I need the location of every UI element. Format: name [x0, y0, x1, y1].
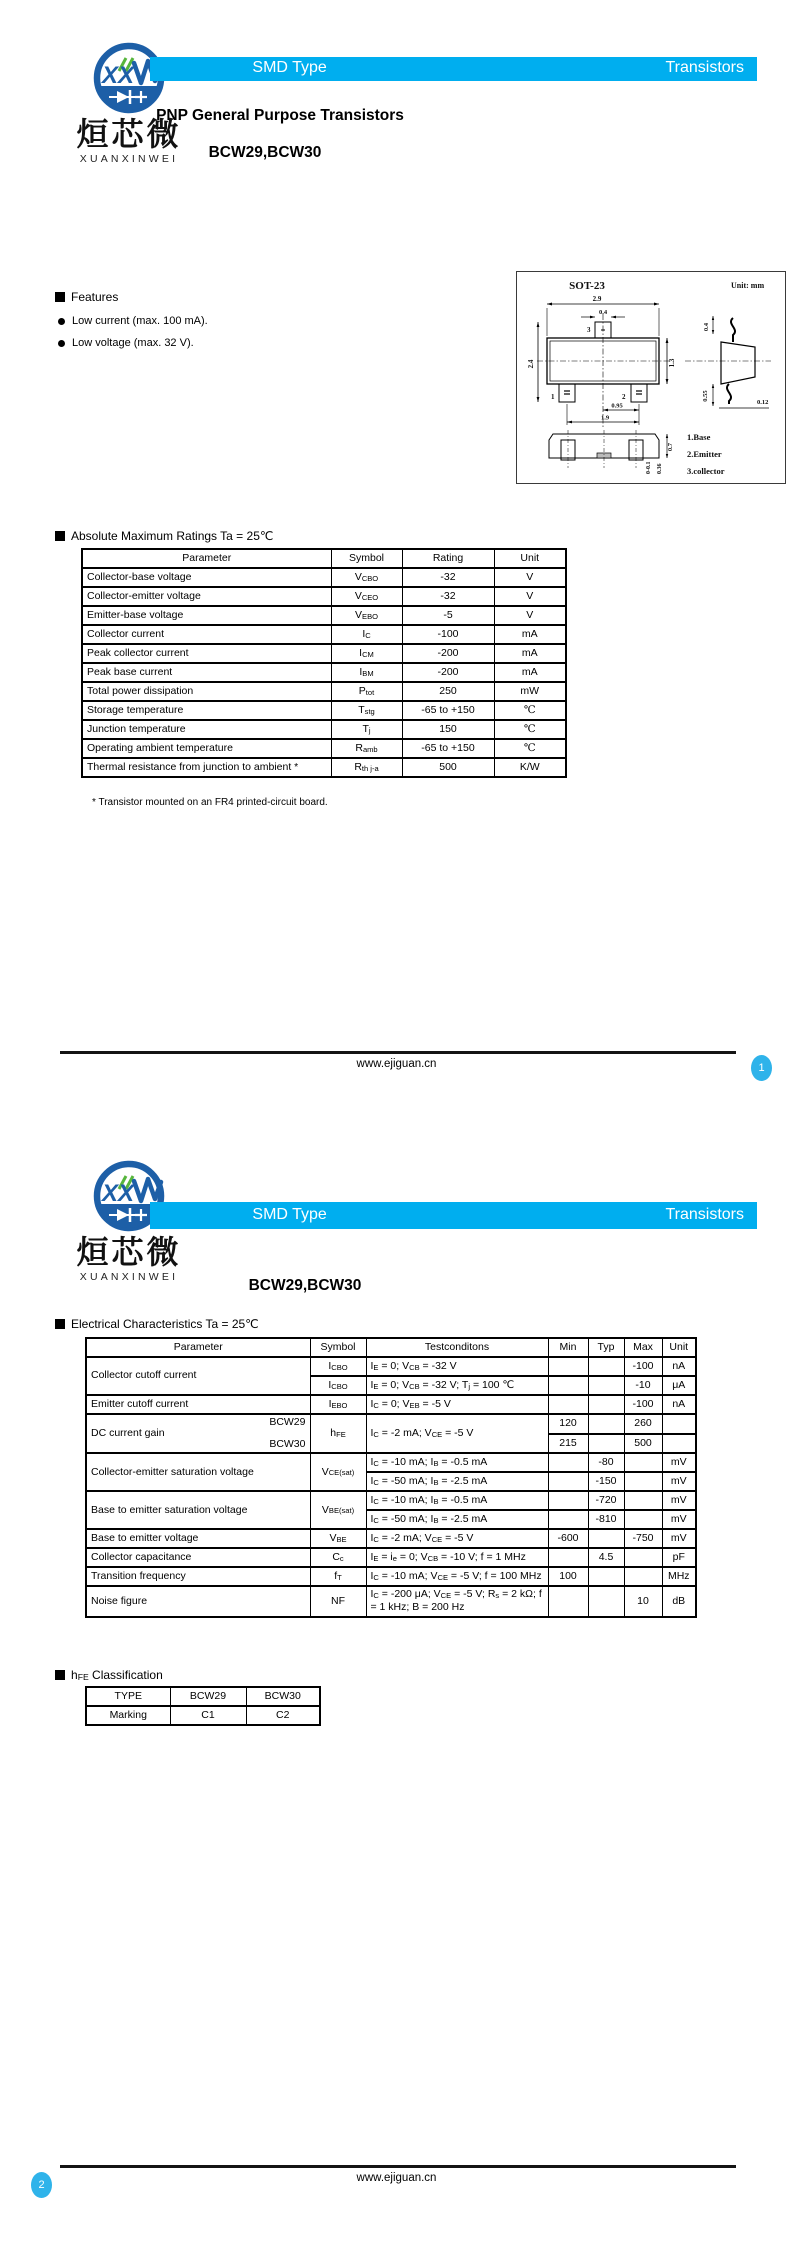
table-row [86, 1453, 696, 1472]
footer-rule [60, 2165, 736, 2168]
package-drawing [517, 272, 783, 481]
cell-unit: mW [494, 682, 566, 701]
col-min: Min [548, 1338, 588, 1357]
footer-url[interactable]: www.ejiguan.cn [356, 2172, 437, 2184]
cell-unit: μA [662, 1376, 696, 1395]
table-row [86, 1529, 696, 1548]
table-header-row [86, 1338, 696, 1357]
cell-typ [588, 1434, 624, 1454]
page-title: PNP General Purpose Transistors [156, 107, 404, 124]
brand-name-en: XUANXINWEI [79, 152, 179, 165]
dim-standoff: 0-0.1 [646, 461, 652, 474]
cell-unit: mV [662, 1453, 696, 1472]
cell-unit: mV [662, 1529, 696, 1548]
cell-cond: $I_C = 0$; $V_{EB} = -5$ V [366, 1395, 548, 1414]
table-row [82, 663, 566, 682]
cell-max: 10 [624, 1586, 662, 1616]
cell-rating: 150 [402, 720, 494, 739]
cell-typ [588, 1376, 624, 1395]
feature-item [58, 315, 208, 327]
col-typ: Typ [588, 1338, 624, 1357]
elec-char-heading [55, 1317, 259, 1331]
cell-unit: V [494, 568, 566, 587]
cell-unit: ℃ [494, 739, 566, 758]
cell-symbol: $P_{tot}$ [331, 682, 402, 701]
banner-smd-type: SMD Type [252, 1206, 327, 1223]
cell-typ [588, 1586, 624, 1616]
table-row [82, 758, 566, 777]
cell-param: Emitter cutoff current [86, 1395, 310, 1414]
cell-symbol: $I_{BM}$ [331, 663, 402, 682]
cell-unit: mV [662, 1472, 696, 1491]
table-row [82, 720, 566, 739]
cell-symbol: $V_{CBO}$ [331, 568, 402, 587]
cell-unit: pF [662, 1548, 696, 1567]
pin-legend-collector: 3.collector [687, 466, 725, 476]
cell-unit: MHz [662, 1567, 696, 1586]
elec-char-heading-label: Electrical Characteristics Ta = 25℃ [71, 1317, 259, 1331]
cell-max [624, 1567, 662, 1586]
cell-cond: $I_C = -50$ mA; $I_B = -2.5$ mA [366, 1472, 548, 1491]
elec-char-table [85, 1337, 697, 1618]
cell-min [548, 1510, 588, 1529]
features-heading [55, 290, 118, 304]
cell-unit [662, 1434, 696, 1454]
col-testconditions: Testconditons [366, 1338, 548, 1357]
page-number-badge: 2 [31, 2172, 52, 2198]
table-row [86, 1414, 696, 1434]
brand-name-en: XUANXINWEI [79, 1270, 179, 1283]
cell-rating: -200 [402, 663, 494, 682]
cell-param: Total power dissipation [82, 682, 331, 701]
cell-param: Peak collector current [82, 644, 331, 663]
cell-min: 100 [548, 1567, 588, 1586]
cell-max [624, 1491, 662, 1510]
col-symbol: Symbol [331, 549, 402, 568]
cell-typ: -810 [588, 1510, 624, 1529]
cell-typ [588, 1357, 624, 1376]
pin-number-3: 3 [587, 326, 591, 334]
page-number-badge: 1 [751, 1055, 772, 1081]
cell-unit: mA [494, 644, 566, 663]
cell-cond: $I_C = -2$ mA; $V_{CE} = -5$ V [366, 1414, 548, 1453]
cell-param: Base to emitter saturation voltage [86, 1491, 310, 1529]
cell-type-label: TYPE [86, 1687, 170, 1706]
table-row [82, 739, 566, 758]
part-number-title: BCW29,BCW30 [248, 1277, 362, 1294]
pin-legend-emitter: 2.Emitter [687, 449, 722, 459]
cell-param: Collector-emitter voltage [82, 587, 331, 606]
table-row [82, 587, 566, 606]
feature-text: Low voltage (max. 32 V). [72, 337, 194, 349]
table-row [82, 644, 566, 663]
cell-symbol: $V_{BE}$ [310, 1529, 366, 1548]
cell-max: -100 [624, 1357, 662, 1376]
cell-min [548, 1453, 588, 1472]
pin-number-1: 1 [551, 393, 555, 401]
cell-symbol: $C_c$ [310, 1548, 366, 1567]
cell-symbol: $I_{CM}$ [331, 644, 402, 663]
cell-type-bcw29: BCW29 [170, 1687, 246, 1706]
feature-item [58, 337, 194, 349]
cell-unit: nA [662, 1357, 696, 1376]
table-row [86, 1567, 696, 1586]
table-row [86, 1586, 696, 1616]
cell-unit: mA [494, 663, 566, 682]
cell-marking-bcw30: C2 [246, 1706, 320, 1725]
features-heading-label: Features [71, 290, 119, 304]
table-row [82, 625, 566, 644]
cell-cond: $I_E = i_e = 0$; $V_{CB} = -10$ V; f = 1 MHz [366, 1548, 548, 1567]
abs-ratings-table [81, 548, 567, 778]
cell-rating: -32 [402, 587, 494, 606]
col-parameter: Parameter [86, 1338, 310, 1357]
cell-param: Collector-base voltage [82, 568, 331, 587]
cell-unit: V [494, 587, 566, 606]
cell-rating: -100 [402, 625, 494, 644]
col-parameter: Parameter [82, 549, 331, 568]
cell-max [624, 1510, 662, 1529]
dim-top-width: 2.9 [592, 295, 602, 303]
cell-param: Base to emitter voltage [86, 1529, 310, 1548]
dim-pitch-half: 0.95 [611, 402, 623, 410]
cell-param-dc-gain [86, 1414, 310, 1453]
hfe-class-heading [55, 1668, 163, 1682]
square-bullet-icon [55, 1670, 65, 1680]
cell-param: Collector-emitter saturation voltage [86, 1453, 310, 1491]
package-outline-box [516, 271, 786, 484]
cell-symbol: $V_{CE(sat)}$ [310, 1453, 366, 1491]
dim-pin-width: 0.4 [598, 309, 608, 316]
cell-symbol: $R_{th j-a}$ [331, 758, 402, 777]
square-bullet-icon [55, 1319, 65, 1329]
cell-typ: -720 [588, 1491, 624, 1510]
cell-marking-label: Marking [86, 1706, 170, 1725]
model-bcw30: BCW30 [269, 1438, 306, 1451]
cell-max: -10 [624, 1376, 662, 1395]
cell-param: Collector cutoff current [86, 1357, 310, 1395]
cell-symbol: $V_{CEO}$ [331, 587, 402, 606]
brand-name-cn: 烜芯微 [76, 116, 182, 152]
cell-max: -100 [624, 1395, 662, 1414]
cell-symbol: $V_{EBO}$ [331, 606, 402, 625]
banner-transistors: Transistors [665, 59, 744, 76]
cell-param: Junction temperature [82, 720, 331, 739]
cell-unit: dB [662, 1586, 696, 1616]
col-max: Max [624, 1338, 662, 1357]
cell-unit: K/W [494, 758, 566, 777]
table-header-row [82, 549, 566, 568]
cell-cond: $I_C = -10$ mA; $I_B = -0.5$ mA [366, 1491, 548, 1510]
cell-min: -600 [548, 1529, 588, 1548]
cell-min: 120 [548, 1414, 588, 1434]
dim-pitch-full: 1.9 [600, 414, 610, 422]
cell-max [624, 1472, 662, 1491]
cell-param: Peak base current [82, 663, 331, 682]
cell-rating: 500 [402, 758, 494, 777]
cell-symbol: $I_{CBO}$ [310, 1357, 366, 1376]
dim-body-height: 1.3 [668, 358, 676, 368]
cell-symbol: $h_{FE}$ [310, 1414, 366, 1453]
cell-param: Collector current [82, 625, 331, 644]
model-bcw29: BCW29 [269, 1416, 306, 1428]
cell-symbol: $T_j$ [331, 720, 402, 739]
logo-monogram: XX [102, 1180, 135, 1207]
cell-rating: -65 to +150 [402, 739, 494, 758]
cell-max: -750 [624, 1529, 662, 1548]
cell-param: Noise figure [86, 1586, 310, 1616]
cell-typ [588, 1414, 624, 1434]
cell-param: Emitter-base voltage [82, 606, 331, 625]
cell-unit: mV [662, 1491, 696, 1510]
col-unit: Unit [494, 549, 566, 568]
cell-rating: -5 [402, 606, 494, 625]
footer-rule [60, 1051, 736, 1054]
dim-front-height: 0.7 [667, 442, 674, 452]
cell-typ: 4.5 [588, 1548, 624, 1567]
logo-monogram: XX [102, 62, 135, 89]
table-row [86, 1548, 696, 1567]
cell-typ: -150 [588, 1472, 624, 1491]
cell-cond: $I_C = -10$ mA; $V_{CE} = -5$ V; f = 100 MHz [366, 1567, 548, 1586]
cell-unit: nA [662, 1395, 696, 1414]
cell-marking-bcw29: C1 [170, 1706, 246, 1725]
cell-unit [662, 1414, 696, 1434]
abs-ratings-heading-label: Absolute Maximum Ratings Ta = 25℃ [71, 529, 274, 543]
cell-cond: $I_E = 0$; $V_{CB} = -32$ V; $T_j = 100$ ℃ [366, 1376, 548, 1395]
cell-rating: -65 to +150 [402, 701, 494, 720]
cell-max [624, 1453, 662, 1472]
footer-url[interactable]: www.ejiguan.cn [356, 1058, 437, 1070]
cell-cond: $I_C = -200$ μA; $V_{CE} = -5$ V; $R_s = 2$ kΩ; f = 1 kHz; B = 200 Hz [366, 1586, 548, 1616]
table-row [82, 701, 566, 720]
cell-min [548, 1376, 588, 1395]
cell-unit: mV [662, 1510, 696, 1529]
cell-symbol: $f_T$ [310, 1567, 366, 1586]
cell-min: 215 [548, 1434, 588, 1454]
cell-symbol: $R_{amb}$ [331, 739, 402, 758]
cell-max: 260 [624, 1414, 662, 1434]
package-name: SOT-23 [569, 280, 605, 292]
dim-lead-thickness: 0.12 [757, 399, 769, 406]
banner-smd-type: SMD Type [252, 59, 327, 76]
cell-param: Thermal resistance from junction to ambient * [82, 758, 331, 777]
package-unit: Unit: mm [731, 281, 765, 290]
feature-text: Low current (max. 100 mA). [72, 315, 208, 327]
cell-symbol: $I_{CBO}$ [310, 1376, 366, 1395]
cell-symbol: $T_{stg}$ [331, 701, 402, 720]
round-bullet-icon [58, 340, 65, 347]
cell-unit: ℃ [494, 701, 566, 720]
cell-rating: -200 [402, 644, 494, 663]
abs-ratings-heading [55, 529, 273, 543]
cell-cond: $I_C = -10$ mA; $I_B = -0.5$ mA [366, 1453, 548, 1472]
cell-max [624, 1548, 662, 1567]
cell-min [548, 1586, 588, 1616]
dim-side-top: 0.4 [703, 322, 710, 332]
cell-typ [588, 1529, 624, 1548]
pin-number-2: 2 [622, 393, 626, 401]
table-row [82, 606, 566, 625]
dc-gain-label: DC current gain [91, 1427, 165, 1440]
cell-cond: $I_C = -2$ mA; $V_{CE} = -5$ V [366, 1529, 548, 1548]
table-row [82, 568, 566, 587]
cell-typ: -80 [588, 1453, 624, 1472]
cell-symbol: $I_C$ [331, 625, 402, 644]
hfe-class-heading-label: $h_{FE}$ Classification [71, 1668, 163, 1682]
pin-legend-base: 1.Base [687, 432, 711, 442]
cell-typ [588, 1395, 624, 1414]
table-row [86, 1687, 320, 1706]
cell-cond: $I_C = -50$ mA; $I_B = -2.5$ mA [366, 1510, 548, 1529]
cell-min [548, 1357, 588, 1376]
cell-max: 500 [624, 1434, 662, 1454]
table-row [86, 1706, 320, 1725]
cell-rating: 250 [402, 682, 494, 701]
header-banner [150, 57, 757, 81]
part-number-title: BCW29,BCW30 [208, 144, 322, 161]
cell-param: Transition frequency [86, 1567, 310, 1586]
cell-min [548, 1395, 588, 1414]
cell-param: Operating ambient temperature [82, 739, 331, 758]
hfe-class-table [85, 1686, 321, 1726]
table-row [86, 1491, 696, 1510]
brand-name-cn: 烜芯微 [76, 1234, 182, 1270]
cell-symbol: $V_{BE(sat)}$ [310, 1491, 366, 1529]
header-banner [150, 1202, 757, 1229]
dim-left-height: 2.4 [527, 359, 535, 369]
cell-unit: mA [494, 625, 566, 644]
cell-type-bcw30: BCW30 [246, 1687, 320, 1706]
col-symbol: Symbol [310, 1338, 366, 1357]
square-bullet-icon [55, 292, 65, 302]
cell-rating: -32 [402, 568, 494, 587]
dim-front-lead: 0.36 [657, 463, 663, 474]
square-bullet-icon [55, 531, 65, 541]
cell-param: Collector capacitance [86, 1548, 310, 1567]
cell-symbol: $I_{EBO}$ [310, 1395, 366, 1414]
table-row [82, 682, 566, 701]
col-rating: Rating [402, 549, 494, 568]
col-unit: Unit [662, 1338, 696, 1357]
cell-unit: ℃ [494, 720, 566, 739]
table-row [86, 1395, 696, 1414]
table-footnote: * Transistor mounted on an FR4 printed-circuit board. [92, 797, 328, 808]
cell-param: Storage temperature [82, 701, 331, 720]
cell-min [548, 1491, 588, 1510]
round-bullet-icon [58, 318, 65, 325]
banner-transistors: Transistors [665, 1206, 744, 1223]
cell-min [548, 1548, 588, 1567]
cell-typ [588, 1567, 624, 1586]
dim-side-bottom: 0.55 [702, 390, 709, 402]
cell-min [548, 1472, 588, 1491]
cell-cond: $I_E = 0$; $V_{CB} = -32$ V [366, 1357, 548, 1376]
cell-symbol: NF [310, 1586, 366, 1616]
table-row [86, 1357, 696, 1376]
cell-unit: V [494, 606, 566, 625]
